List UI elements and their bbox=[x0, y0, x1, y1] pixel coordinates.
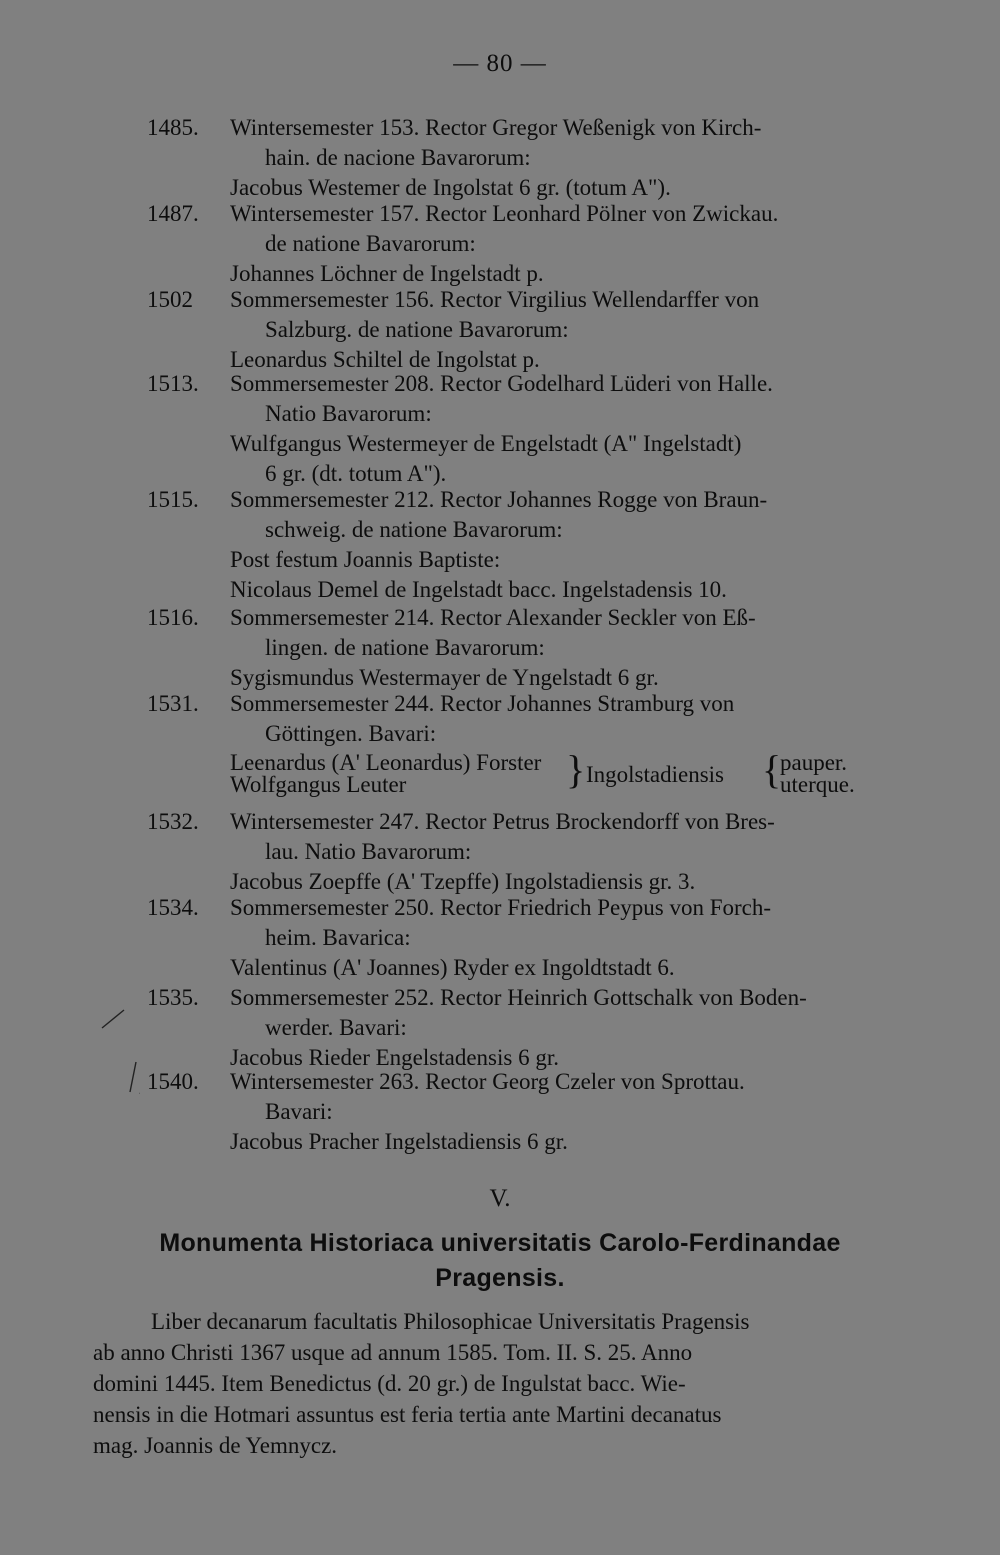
entry-line: lingen. de natione Bavarorum: bbox=[265, 635, 545, 660]
entry-line: heim. Bavarica: bbox=[265, 925, 411, 950]
brace-right: uterque. bbox=[780, 772, 855, 797]
entry-line: Wintersemester 157. Rector Leonhard Pölner von Zwickau. bbox=[230, 201, 779, 226]
entry-year: 1516. bbox=[147, 605, 199, 630]
section-title-cont: Pragensis. bbox=[435, 1264, 565, 1292]
entry-year: 1515. bbox=[147, 487, 199, 512]
entry-line: Göttingen. Bavari: bbox=[265, 721, 437, 746]
brace-right: pauper. bbox=[780, 750, 848, 775]
entry-year: 1531. bbox=[147, 691, 199, 716]
entry-line: werder. Bavari: bbox=[265, 1015, 407, 1040]
entry-line: Sygismundus Westermayer de Yngelstadt 6 gr. bbox=[230, 665, 659, 690]
paragraph-line: mag. Joannis de Yemnycz. bbox=[93, 1433, 338, 1458]
entry-line: Sommersemester 214. Rector Alexander Seckler von Eß- bbox=[230, 605, 756, 630]
entry-year: 1513. bbox=[147, 371, 199, 396]
paragraph-line: Liber decanarum facultatis Philosophicae Universitatis Pragensis bbox=[151, 1309, 750, 1334]
entry-year: 1534. bbox=[147, 895, 199, 920]
entry-year: 1502 bbox=[147, 287, 193, 312]
paragraph-line: nensis in die Hotmari assuntus est feria tertia ante Martini decanatus bbox=[93, 1402, 722, 1427]
brace-name: Wolfgangus Leuter bbox=[230, 772, 407, 797]
entry-line: Sommersemester 212. Rector Johannes Rogge von Braun- bbox=[230, 487, 768, 512]
entry-year: 1540. bbox=[147, 1069, 199, 1094]
brace-name: Leenardus (A' Leonardus) Forster bbox=[230, 750, 542, 775]
entry-line: Valentinus (A' Joannes) Ryder ex Ingoldtstadt 6. bbox=[230, 955, 675, 980]
entry-year: 1487. bbox=[147, 201, 199, 226]
brace-glyph: { bbox=[762, 747, 782, 792]
entry-line: Jacobus Rieder Engelstadensis 6 gr. bbox=[230, 1045, 559, 1070]
entry-line: hain. de nacione Bavarorum: bbox=[265, 145, 531, 170]
entry-line: Wintersemester 153. Rector Gregor Weßenigk von Kirch- bbox=[230, 115, 762, 140]
entry-line: Sommersemester 208. Rector Godelhard Lüderi von Halle. bbox=[230, 371, 773, 396]
entry-line: Sommersemester 244. Rector Johannes Stramburg von bbox=[230, 691, 735, 716]
margin-pencil-mark bbox=[100, 1000, 140, 1140]
entry-line: Jacobus Pracher Ingelstadiensis 6 gr. bbox=[230, 1129, 568, 1154]
entry-line: Wintersemester 263. Rector Georg Czeler von Sprottau. bbox=[230, 1069, 745, 1094]
entry-line: Leonardus Schiltel de Ingolstat p. bbox=[230, 347, 540, 372]
entry-line: Nicolaus Demel de Ingelstadt bacc. Ingelstadensis 10. bbox=[230, 577, 727, 602]
brace-middle: Ingolstadiensis bbox=[586, 762, 724, 787]
entry-line: Jacobus Zoepffe (A' Tzepffe) Ingolstadiensis gr. 3. bbox=[230, 869, 696, 894]
entry-line: Johannes Löchner de Ingelstadt p. bbox=[230, 261, 544, 286]
entry-line: Sommersemester 250. Rector Friedrich Peypus von Forch- bbox=[230, 895, 772, 920]
entry-line: schweig. de natione Bavarorum: bbox=[265, 517, 563, 542]
entry-line: Bavari: bbox=[265, 1099, 333, 1124]
entry-line: Jacobus Westemer de Ingolstat 6 gr. (totum A"). bbox=[230, 175, 671, 200]
entry-line: Wulfgangus Westermeyer de Engelstadt (A" Ingelstadt) bbox=[230, 431, 742, 456]
entry-year: 1532. bbox=[147, 809, 199, 834]
paragraph-line: ab anno Christi 1367 usque ad annum 1585. Tom. II. S. 25. Anno bbox=[93, 1340, 693, 1365]
entry-line: Natio Bavarorum: bbox=[265, 401, 432, 426]
entry-line: Sommersemester 252. Rector Heinrich Gottschalk von Boden- bbox=[230, 985, 807, 1010]
paragraph-line: domini 1445. Item Benedictus (d. 20 gr.) de Ingulstat bacc. Wie- bbox=[93, 1371, 686, 1396]
entry-line: Sommersemester 156. Rector Virgilius Wellendarffer von bbox=[230, 287, 760, 312]
entry-line: 6 gr. (dt. totum A"). bbox=[265, 461, 447, 486]
entry-year: 1535. bbox=[147, 985, 199, 1010]
entry-line: de natione Bavarorum: bbox=[265, 231, 476, 256]
entry-line: Post festum Joannis Baptiste: bbox=[230, 547, 501, 572]
entry-year: 1485. bbox=[147, 115, 199, 140]
brace-glyph: } bbox=[566, 747, 586, 792]
section-title: Monumenta Historiaca universitatis Carolo-Ferdinandae bbox=[159, 1229, 841, 1257]
entry-line: Wintersemester 247. Rector Petrus Brockendorff von Bres- bbox=[230, 809, 775, 834]
section-number: V. bbox=[489, 1185, 511, 1212]
entry-line: Salzburg. de natione Bavarorum: bbox=[265, 317, 569, 342]
entry-line: lau. Natio Bavarorum: bbox=[265, 839, 472, 864]
page-number: — 80 — bbox=[453, 50, 547, 77]
